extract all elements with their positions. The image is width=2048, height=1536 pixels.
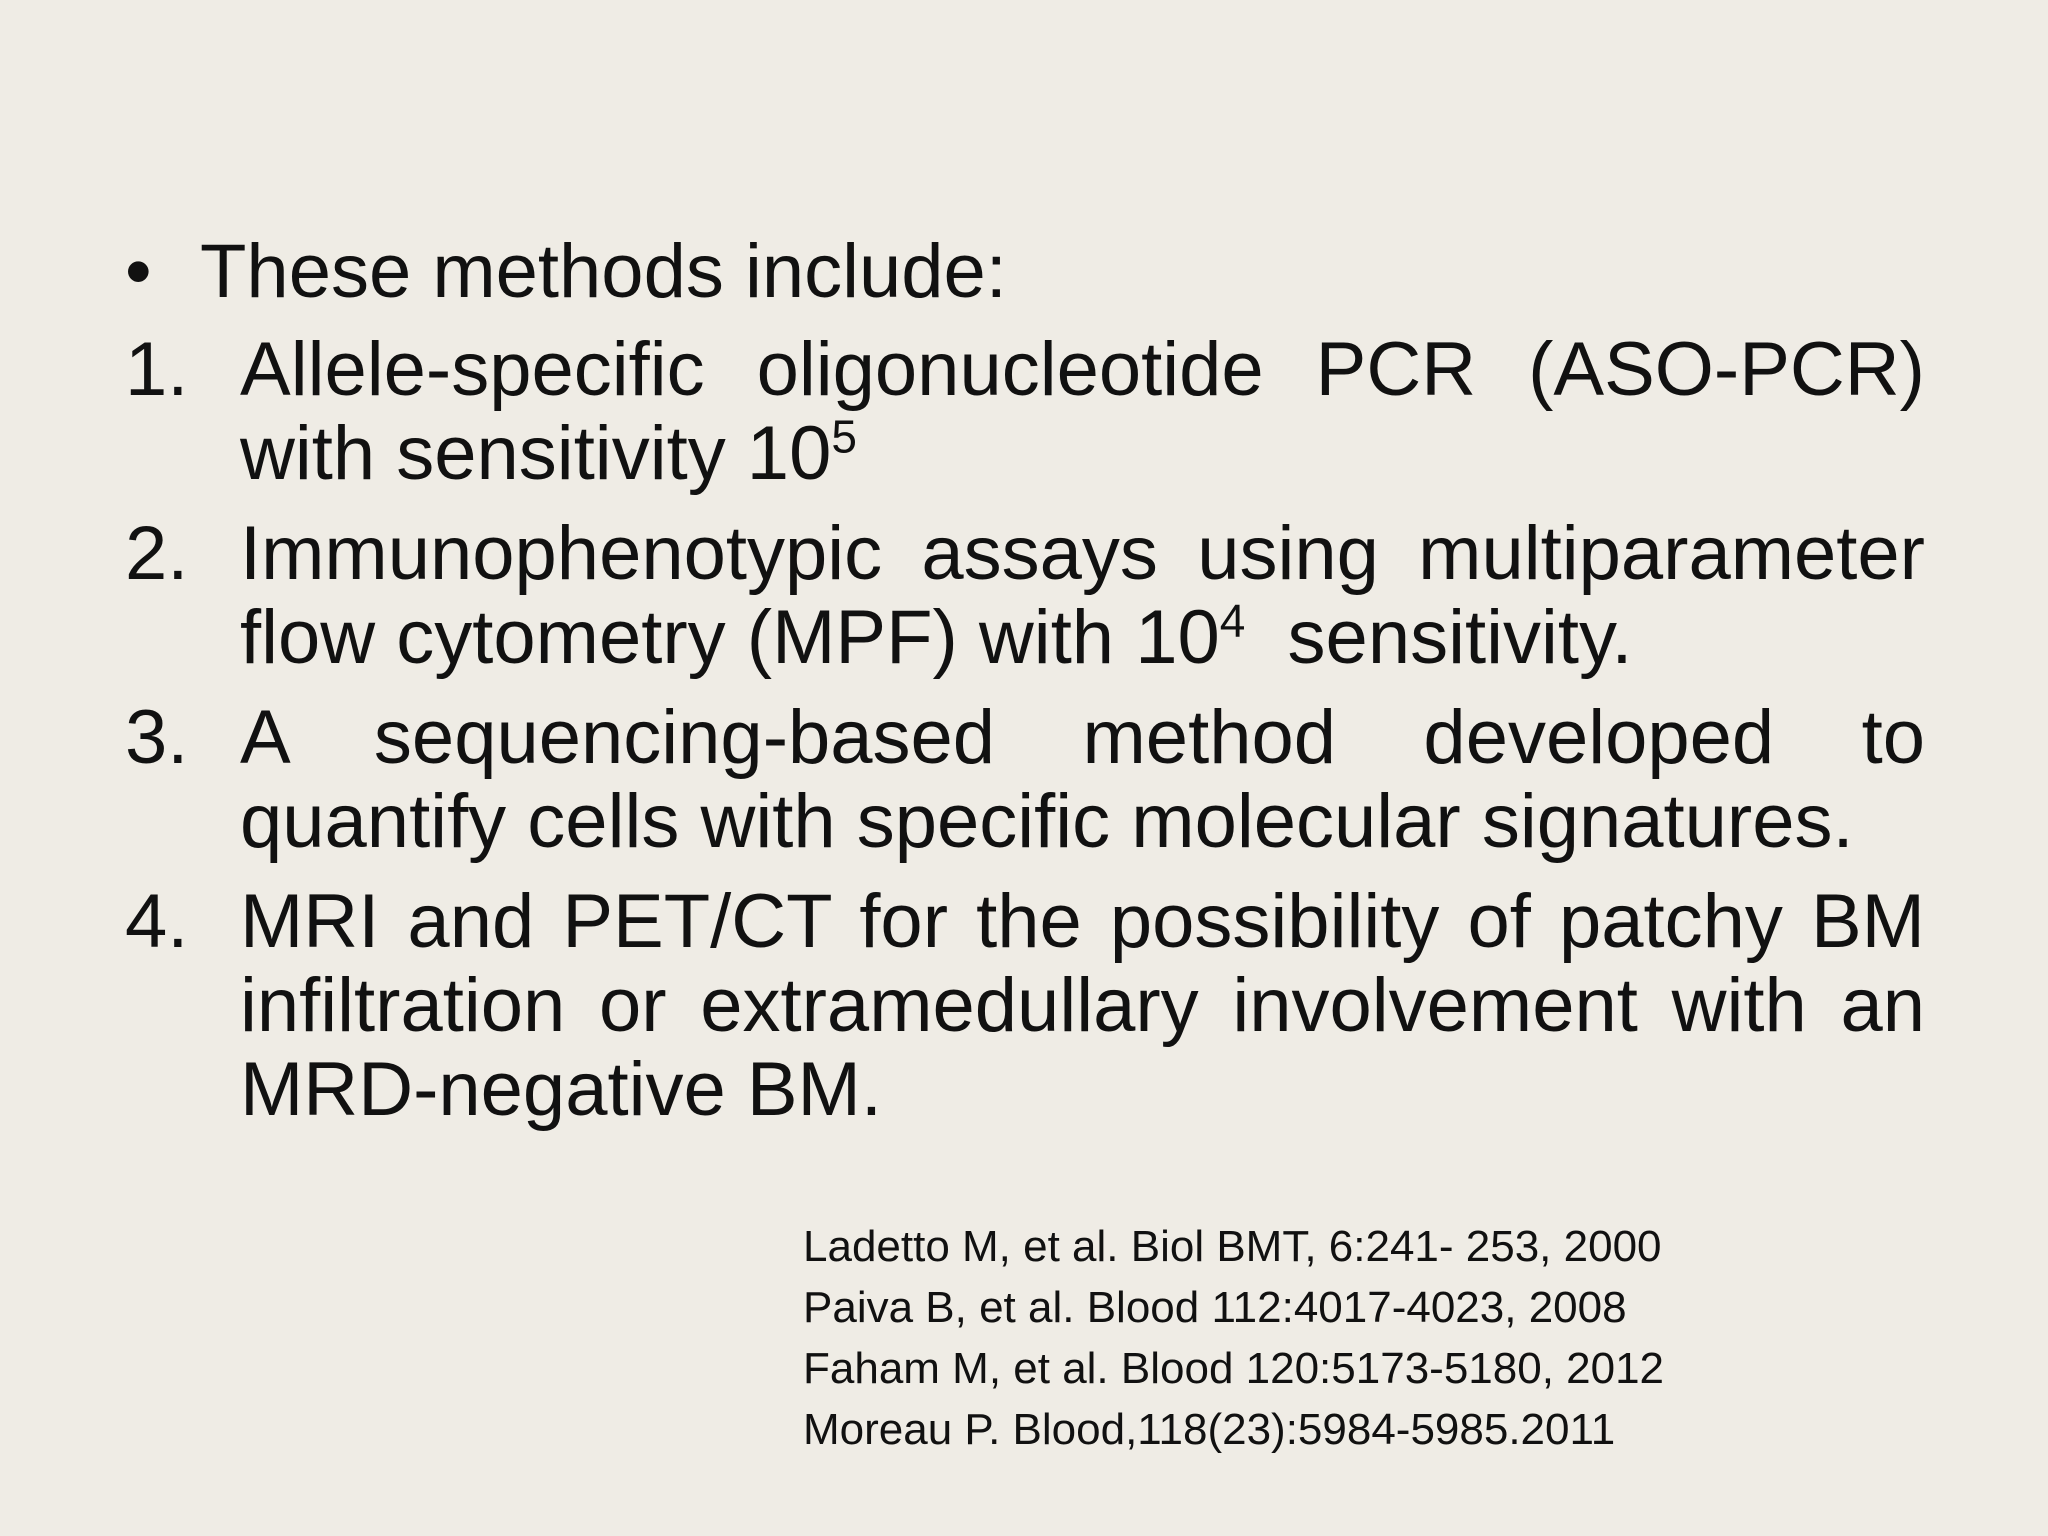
- intro-text: These methods include:: [200, 229, 1007, 314]
- list-number: 4.: [125, 879, 189, 964]
- reference-line: Faham M, et al. Blood 120:5173-5180, 2012: [803, 1344, 1665, 1393]
- superscript-value: 5: [831, 410, 857, 463]
- list-item-text: A sequencing-based method developed to quantify cells with specific molecular signatures.: [240, 695, 1925, 864]
- list-item: [125, 328, 1925, 496]
- list-item-text: MRI and PET/CT for the possibility of patchy BM infiltration or extramedullary involvement with an MRD-negative BM.: [240, 879, 1925, 1132]
- reference-line: Paiva B, et al. Blood 112:4017-4023, 2008: [803, 1283, 1627, 1332]
- superscript-value: 4: [1219, 594, 1246, 647]
- list-item: [125, 512, 1925, 680]
- reference-line: Moreau P. Blood,118(23):5984-5985.2011: [803, 1405, 1616, 1454]
- list-number: 1.: [125, 327, 189, 412]
- methods-list: [125, 328, 1925, 1132]
- intro-bullet: [125, 230, 1925, 314]
- list-number: 3.: [125, 695, 189, 780]
- list-item: [125, 696, 1925, 864]
- list-item-text: Allele-specific oligonucleotide PCR (ASO-PCR) with sensitivity $10^5$: [240, 327, 1925, 496]
- slide-body: [125, 230, 1925, 1148]
- list-number: 2.: [125, 511, 189, 596]
- list-item-text: Immunophenotypic assays using multiparameter flow cytometry (MPF) with $10^4$ sensitivity.: [240, 511, 1925, 680]
- list-item: [125, 880, 1925, 1132]
- reference-line: Ladetto M, et al. Biol BMT, 6:241- 253, 2000: [803, 1222, 1662, 1271]
- bullet-icon: •: [125, 229, 152, 314]
- references: [803, 1216, 1803, 1460]
